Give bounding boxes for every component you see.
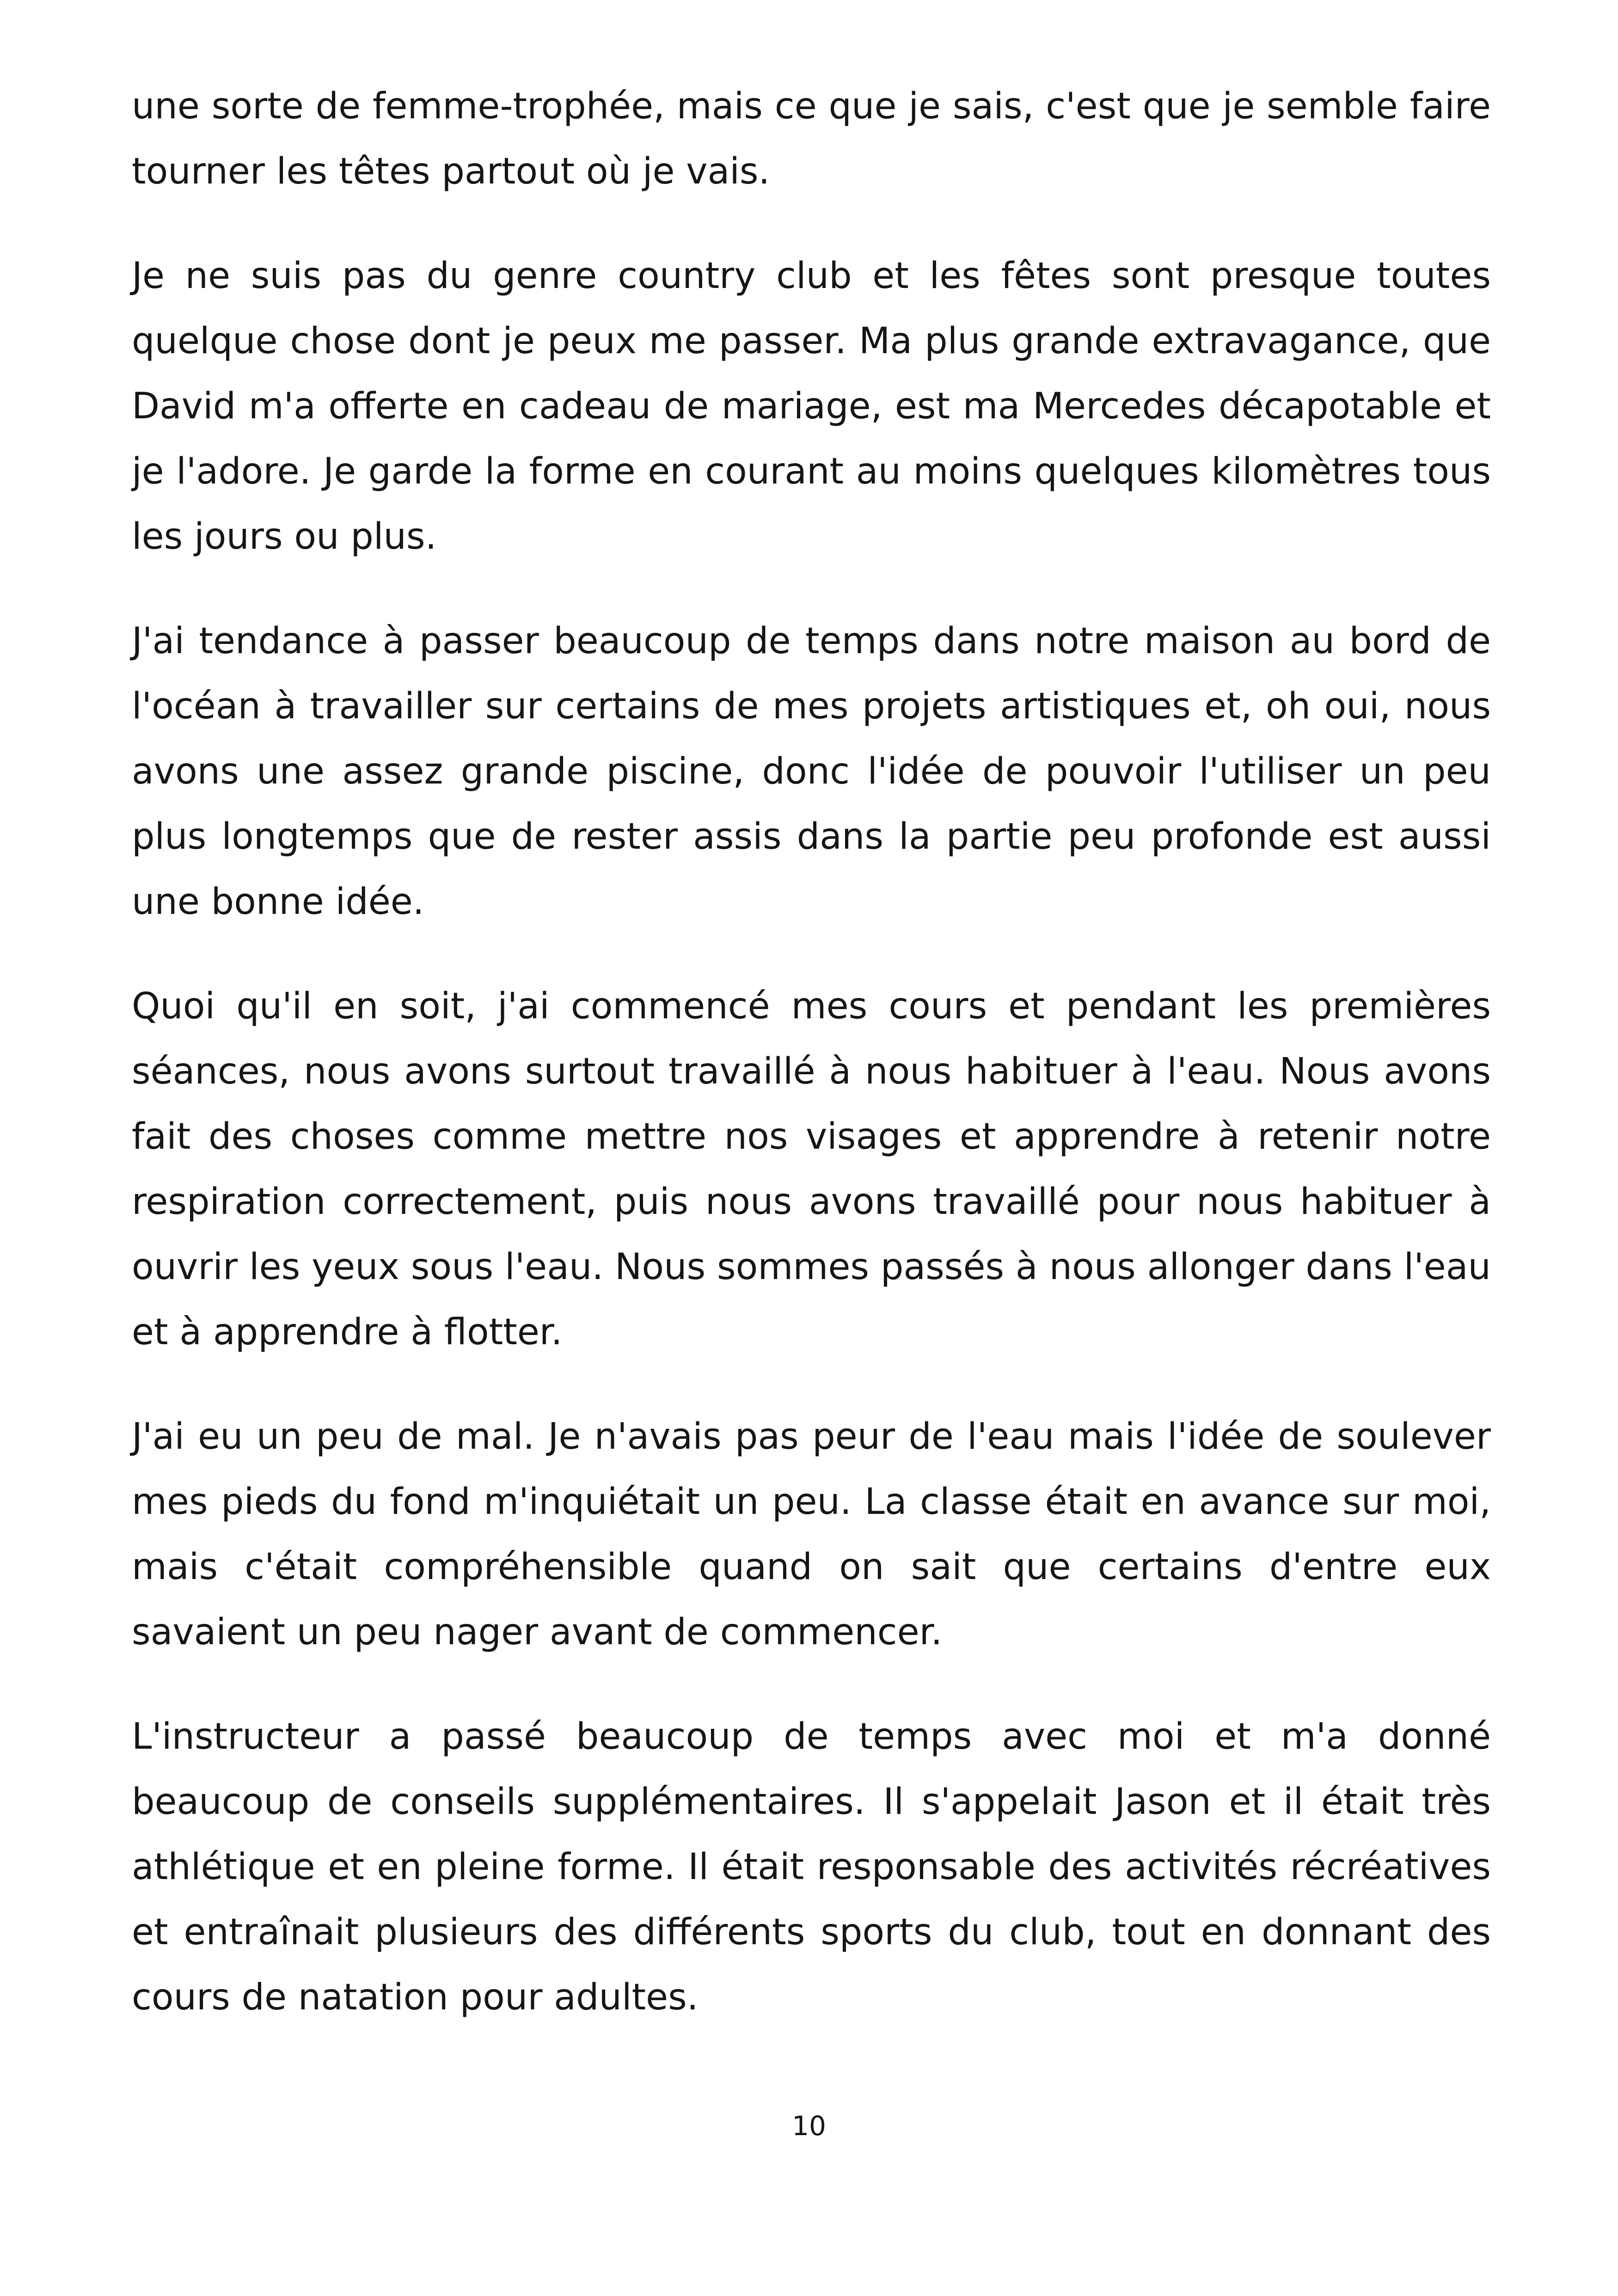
paragraph: une sorte de femme-trophée, mais ce que je sais, c'est que je semble faire tourner les têtes partout où je vais. (132, 86, 1491, 192)
paragraph: Je ne suis pas du genre country club et les fêtes sont presque toutes quelque chose dont je peux me passer. Ma plus grande extravagance, que David m'a offerte en cadeau de mariage, est ma Mercedes décapotable et je l'adore. Je garde la forme en courant au moins quelques kilomètres tous les jours ou plus. (132, 255, 1491, 557)
page-number: 10 (792, 2110, 826, 2142)
paragraph: J'ai eu un peu de mal. Je n'avais pas peur de l'eau mais l'idée de soulever mes pieds du fond m'inquiétait un peu. La classe était en avance sur moi, mais c'était compréhensible quand on sait que certains d'entre eux savaient un peu nager avant de commencer. (132, 1416, 1491, 1653)
paragraph: Quoi qu'il en soit, j'ai commencé mes cours et pendant les premières séances, nous avons surtout travaillé à nous habituer à l'eau. Nous avons fait des choses comme mettre nos visages et apprendre à retenir notre respiration correctement, puis nous avons travaillé pour nous habituer à ouvrir les yeux sous l'eau. Nous sommes passés à nous allonger dans l'eau et à apprendre à flotter. (132, 986, 1491, 1353)
paragraph: L'instructeur a passé beaucoup de temps avec moi et m'a donné beaucoup de conseils supplémentaires. Il s'appelait Jason et il était très athlétique et en pleine forme. Il était responsable des activités récréatives et entraînait plusieurs des différents sports du club, tout en donnant des cours de natation pour adultes. (132, 1716, 1491, 2018)
body-text (132, 74, 1491, 2069)
paragraph: J'ai tendance à passer beaucoup de temps dans notre maison au bord de l'océan à travailler sur certains de mes projets artistiques et, oh oui, nous avons une assez grande piscine, donc l'idée de pouvoir l'utiliser un peu plus longtemps que de rester assis dans la partie peu profonde est aussi une bonne idée. (132, 620, 1491, 923)
